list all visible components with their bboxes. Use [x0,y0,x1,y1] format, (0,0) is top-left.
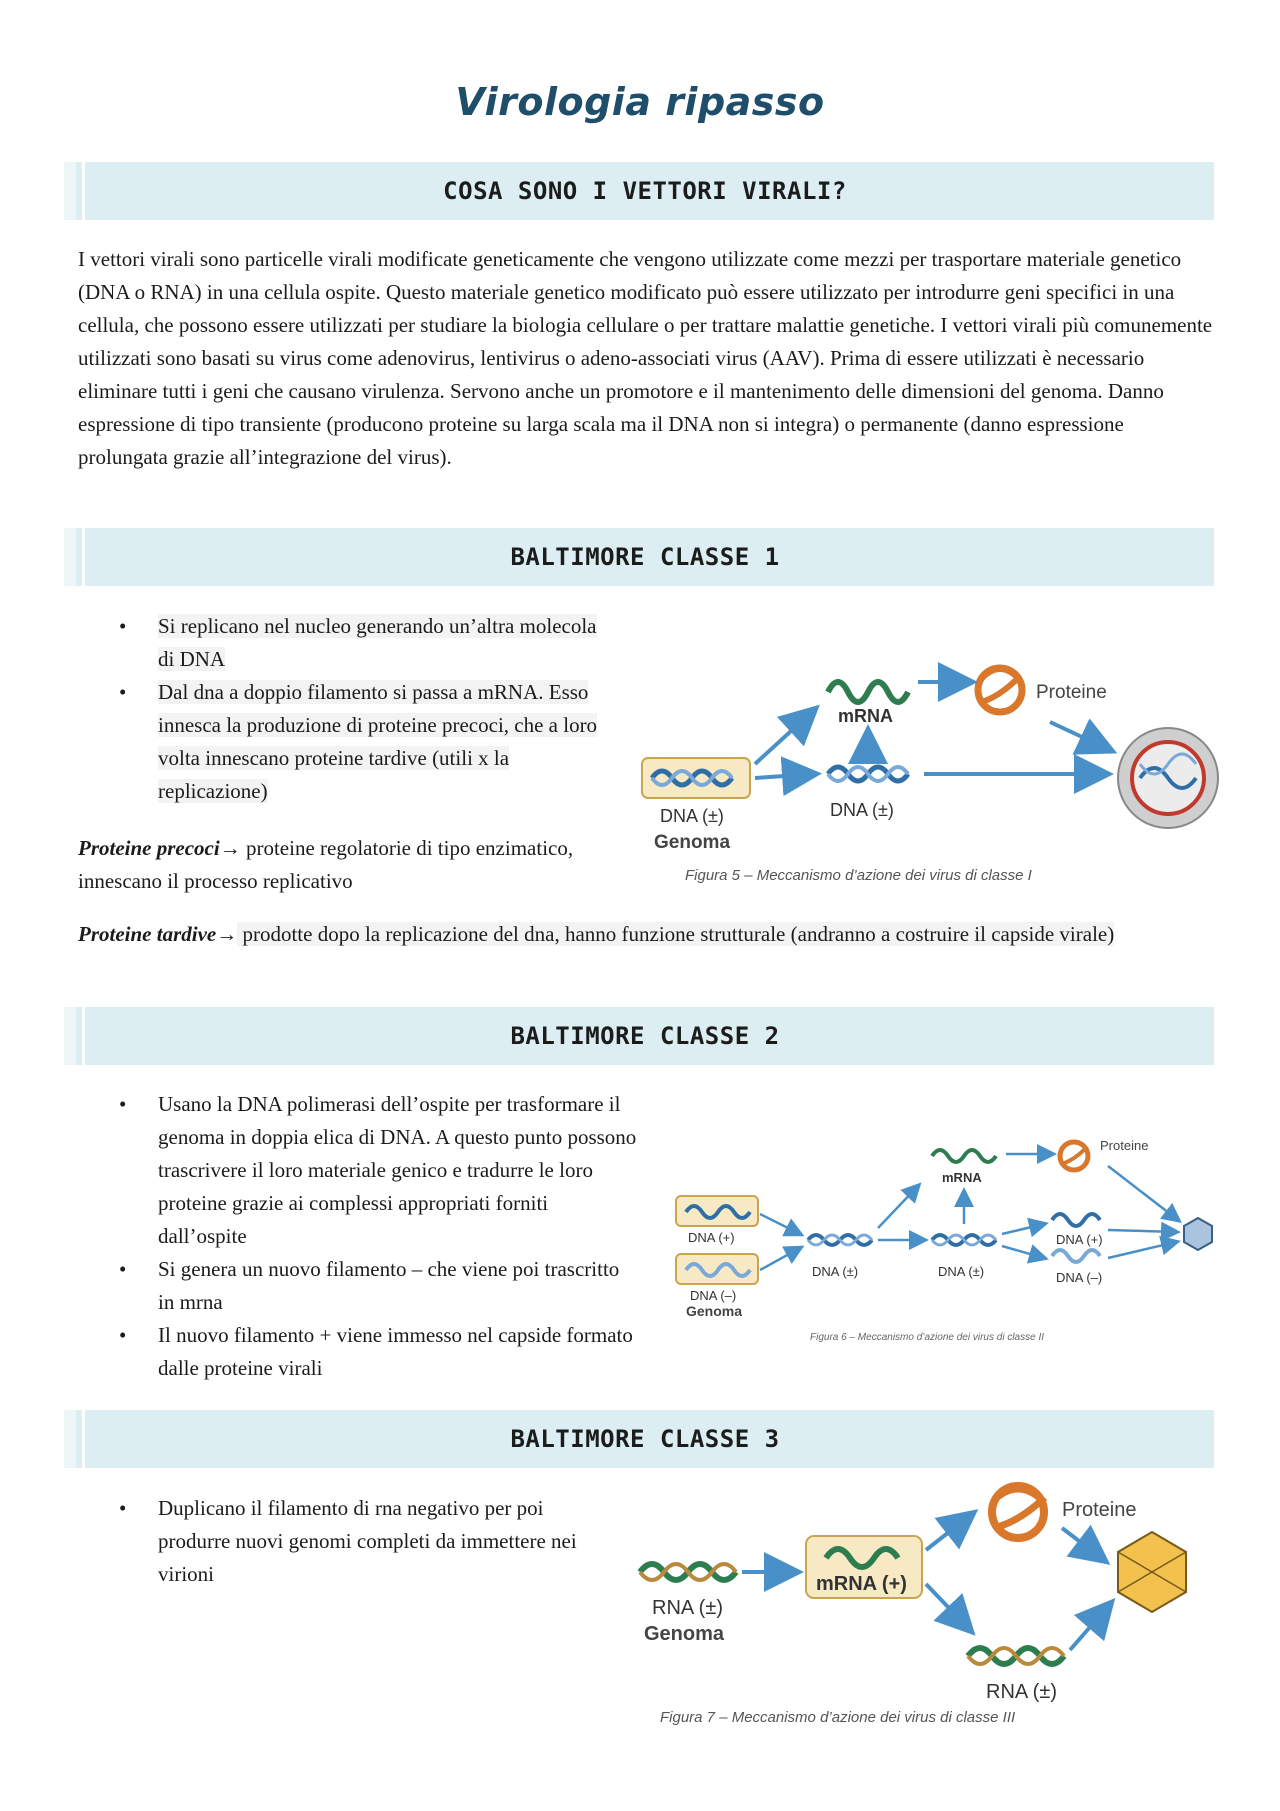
figure-caption-5: Figura 5 – Meccanismo d’azione dei virus di classe I [685,867,1032,884]
label-genoma: Genoma [654,832,731,853]
figure-caption-6: Figura 6 – Meccanismo d’azione dei virus di classe II [810,1332,1044,1343]
page-title: Virologia ripasso [455,80,825,124]
mrna-icon-2 [932,1150,996,1162]
label-rna: RNA (±) [986,1681,1057,1703]
label-dna-pm-1: DNA (±) [812,1264,859,1279]
capsid-icon [1184,1218,1212,1250]
label-out-minus: DNA (–) [1056,1270,1103,1285]
section-header-classe1 [64,528,1214,586]
protein-icon [978,668,1022,712]
section-header-vettori [64,162,1214,220]
label-dna: DNA (±) [830,800,894,820]
label-dna-pm-2: DNA (±) [938,1264,985,1279]
label-proteine: Proteine [1036,682,1107,703]
definition-tardive: Proteine tardive→ prodotte dopo la replicazione del dna, hanno funzione strutturale (andranno a costruire il capside virale) [78,922,1115,946]
section-title-classe3: BALTIMORE CLASSE 3 [510,1425,780,1453]
label-proteine-2: Proteine [1100,1138,1149,1153]
label-genoma-2: Genoma [686,1303,743,1319]
section-title-classe2: BALTIMORE CLASSE 2 [510,1022,780,1050]
label-dna-minus: DNA (–) [690,1288,737,1303]
list-item: • Il nuovo filamento + viene immesso nel capside formato dalle proteine virali [119,1323,633,1380]
bullet-list-classe2 [80,1088,640,1385]
label-dna-genome: DNA (±) [660,806,724,826]
label-dna-plus: DNA (+) [688,1230,735,1245]
section-header-classe3 [64,1410,1214,1468]
label-genoma-3: Genoma [644,1623,725,1645]
paragraph-vettori: I vettori virali sono particelle virali modificate geneticamente che vengono utilizzate come mezzi per trasportare materiale genetico (DNA o RNA) in una cellula ospite. Questo materiale genetico modificato può essere utilizzato per introdurre geni specifici in una cellula, che possono essere utilizzati per studiare la biologia cellulare o per trattare malattie genetiche. I vettori virali più comunemente utilizzati sono basati su virus come adenovirus, lentivirus o adeno-associati virus (AAV). Prima di essere utilizzati è necessario eliminare tutti i geni che causano virulenza. Servono anche un promotore e il mantenimento delle dimensioni del genoma. Danno espressione di tipo transiente (producono proteine su larga scala ma il DNA non si integra) o permanente (danno espressione prolungata grazie all’integrazione del virus). [78,247,1213,469]
definition-precoci: Proteine precoci→ proteine regolatorie di tipo enzimatico, innescano il processo replicativo [78,836,574,893]
protein-icon-3 [992,1486,1044,1538]
bullet-list-classe3 [80,1492,600,1591]
figure-classe2-diagram [660,1130,1230,1350]
list-item: • Duplicano il filamento di rna negativo per poi produrre nuovi genomi completi da immettere nei virioni [119,1496,577,1586]
label-mrna-3: mRNA (+) [816,1573,907,1595]
label-out-plus: DNA (+) [1056,1232,1103,1247]
protein-icon-2 [1060,1142,1088,1170]
figure-caption-7: Figura 7 – Meccanismo d’azione dei virus di classe III [660,1709,1016,1726]
list-item: • Si genera un nuovo filamento – che viene poi trascritto in mrna [119,1257,620,1314]
label-mrna-2: mRNA [942,1170,982,1185]
figure-classe1-diagram [630,640,1250,900]
section-header-classe2 [64,1007,1214,1065]
list-item: • Dal dna a doppio filamento si passa a mRNA. Esso innesca la produzione di proteine precoci, che a loro volta innescano proteine tardive (utili x la replicazione) [119,680,598,803]
bullet-list-classe1 [80,610,600,808]
section-title-vettori: COSA SONO I VETTORI VIRALI? [443,177,847,205]
figure-classe3-diagram [630,1480,1230,1730]
list-item: • Usano la DNA polimerasi dell’ospite per trasformare il genoma in doppia elica di DNA. A questo punto possono trascrivere il loro materiale genico e tradurre le loro proteine grazie ai complessi appropriati forniti dall’ospite [119,1092,637,1248]
virion-icon [1118,728,1218,828]
label-mrna: mRNA [838,706,894,726]
label-proteine-3: Proteine [1062,1499,1137,1521]
label-rna-genome: RNA (±) [652,1597,723,1619]
mrna-strand-icon [828,682,908,702]
list-item: • Si replicano nel nucleo generando un’altra molecola di DNA [119,614,597,671]
section-title-classe1: BALTIMORE CLASSE 1 [510,543,780,571]
genome-box [642,758,750,798]
